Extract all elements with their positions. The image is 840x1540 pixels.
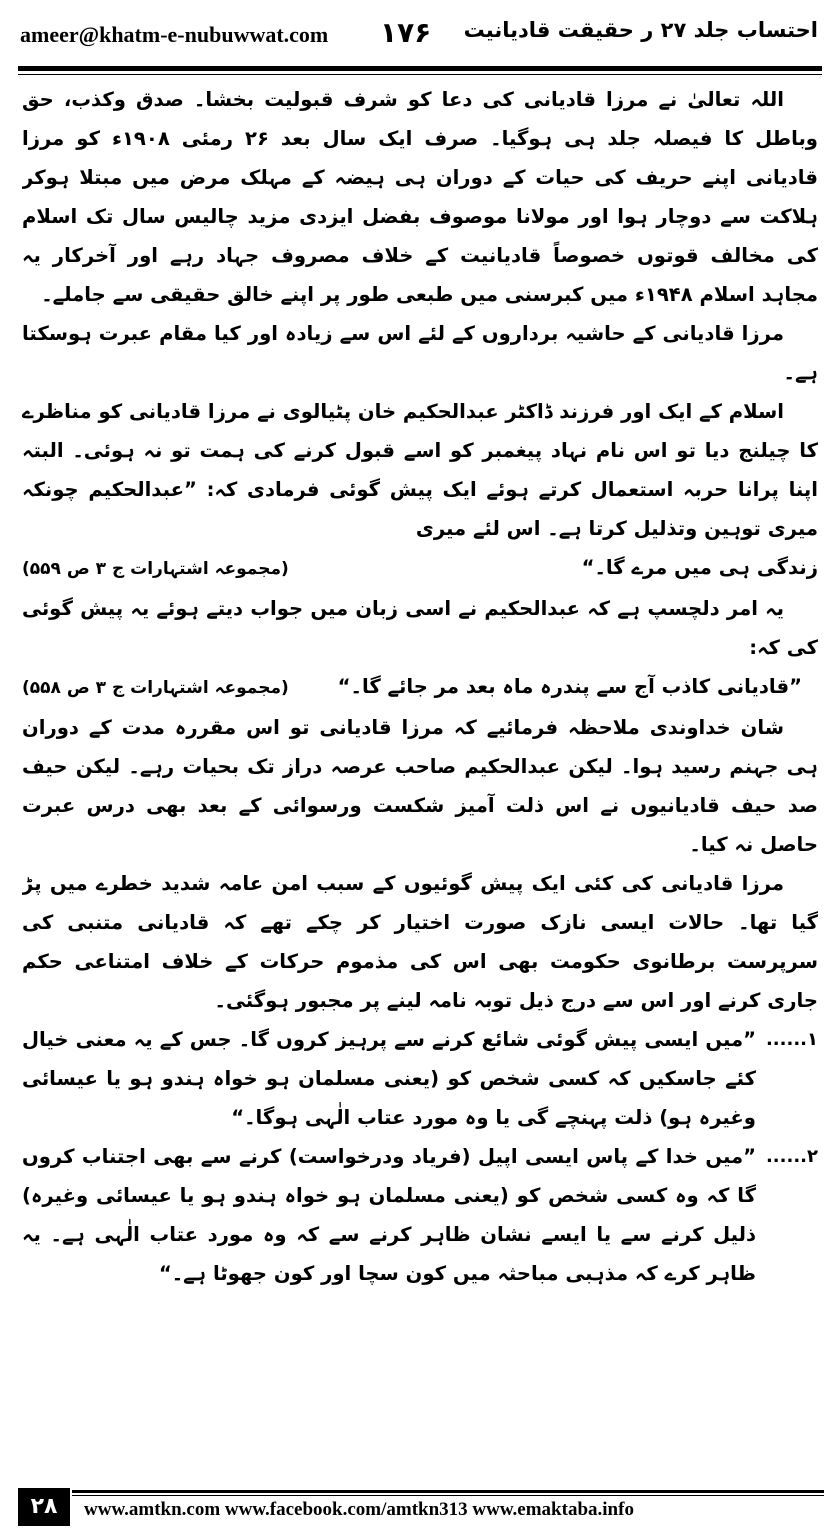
list-item-1-text: ”میں ایسی پیش گوئی شائع کرنے سے پرہیز کروں گا۔ جس کے یہ معنی خیال کئے جاسکیں کہ کسی شخص کو (یعنی مسلمان ہو خواہ ہندو ہو یا عیسائی وغیرہ ہو) ذلت پہنچے گی یا وہ مورد عتاب الٰہی ہوگا۔“	[22, 1028, 756, 1129]
page-footer	[0, 1484, 840, 1540]
list-item-1-number: ۱......	[765, 1029, 818, 1050]
footer-website-links: www.amtkn.com www.facebook.com/amtkn313 www.emaktaba.info	[84, 1499, 634, 1520]
header-rule-thick	[18, 66, 822, 71]
quote-2: ”قادیانی کاذب آج سے پندرہ ماہ بعد مر جائے گا۔“	[337, 675, 802, 698]
footer-page-number: ۲۸	[18, 1488, 70, 1526]
reference-2: (مجموعہ اشتہارات ج ۳ ص ۵۵۸)	[22, 678, 289, 698]
page-body	[22, 80, 818, 1470]
header-rule-thin	[18, 74, 822, 75]
list-item-2-text: ”میں خدا کے پاس ایسی اپیل (فریاد ودرخواست) کرنے سے بھی اجتناب کروں گا کہ وہ کسی شخص کو (یعنی مسلمان ہو خواہ ہندو ہو یا عیسائی وغیرہ) ذلیل کرنے سے یا ایسے نشان ظاہر کرنے سے کہ وہ مورد عتاب الٰہی ہے۔ یہ ظاہر کرے کہ مذہبی مباحثہ میں کون سچا اور کون جھوٹا ہے۔“	[22, 1145, 756, 1285]
paragraph-6: مرزا قادیانی کی کئی ایک پیش گوئیوں کے سبب امن عامہ شدید خطرے میں پڑ گیا تھا۔ حالات ایسی نازک صورت اختیار کر چکے تھے کہ قادیانی متنبی کی سرپرست برطانوی حکومت بھی اس کی مذموم حرکات کے خلاف امتناعی حکم جاری کرنے اور اس سے درج ذیل توبہ نامہ لینے پر مجبور ہوگئی۔	[22, 872, 818, 1012]
list-item-2	[22, 1137, 818, 1293]
paragraph-2: مرزا قادیانی کے حاشیہ برداروں کے لئے اس سے زیادہ اور کیا مقام عبرت ہوسکتا ہے۔	[22, 322, 818, 384]
paragraph-4: یہ امر دلچسپ ہے کہ عبدالحکیم نے اسی زبان میں جواب دیتے ہوئے یہ پیش گوئی کی کہ:	[22, 597, 818, 659]
header-page-number: ۱۷۶	[380, 16, 432, 49]
list-item-1	[22, 1020, 818, 1137]
paragraph-5: شان خداوندی ملاحظہ فرمائیے کہ مرزا قادیانی تو اس مقررہ مدت کے دوران ہی جہنم رسید ہوا۔ لیکن عبدالحکیم صاحب عرصہ دراز تک بحیات رہے۔ لیکن حیف صد حیف قادیانیوں نے اس ذلت آمیز شکست ورسوائی کے بعد بھی درس عبرت حاصل نہ کیا۔	[22, 716, 818, 856]
header-book-title: احتساب جلد ۲۷ ر حقیقت قادیانیت	[463, 18, 818, 42]
footer-rule-thin	[72, 1495, 824, 1496]
quote-2-row	[22, 667, 818, 708]
paragraph-3-end: زندگی ہی میں مرے گا۔“	[581, 556, 818, 579]
header-email: ameer@khatm-e-nubuwwat.com	[20, 22, 329, 47]
list-item-2-number: ۲......	[765, 1146, 818, 1167]
paragraph-1: اللہ تعالیٰ نے مرزا قادیانی کی دعا کو شرف قبولیت بخشا۔ صدق وکذب، حق وباطل کا فیصلہ جلد ہی ہوگیا۔ صرف ایک سال بعد ۲۶ رمئی ۱۹۰۸ء کو مرزا قادیانی اپنے حریف کی حیات کے دوران ہی ہیضہ کے مہلک مرض میں مبتلا ہوکر ہلاکت سے دوچار ہوا اور مولانا موصوف بفضل ایزدی مزید چالیس سال تک اسلام کی مخالف قوتوں خصوصاً قادیانیت کے خلاف مصروف جہاد رہے اور آخرکار یہ مجاہد اسلام ۱۹۴۸ء میں کبرسنی میں طبعی طور پر اپنے خالق حقیقی سے جاملے۔	[22, 88, 818, 306]
page-header	[0, 0, 840, 68]
reference-1: (مجموعہ اشتہارات ج ۳ ص ۵۵۹)	[22, 559, 289, 579]
paragraph-3: اسلام کے ایک اور فرزند ڈاکٹر عبدالحکیم خان پٹیالوی نے مرزا قادیانی کو مناظرے کا چیلنج دیا تو اس نام نہاد پیغمبر کو اسے قبول کرنے کی ہمت تو نہ ہوئی۔ البتہ اپنا پرانا حربہ استعمال کرتے ہوئے ایک پیش گوئی فرمادی کہ: ”عبدالحکیم چونکہ میری توہین وتذلیل کرتا ہے۔ اس لئے میری	[22, 400, 818, 540]
footer-rule-thick	[72, 1490, 824, 1493]
paragraph-3-end-row	[22, 548, 818, 589]
